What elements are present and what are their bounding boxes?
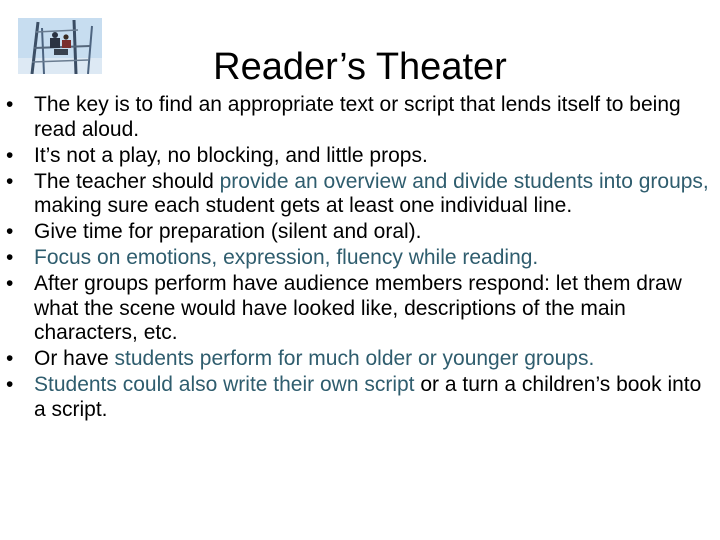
bullet-dot: •	[6, 143, 14, 167]
bullet-dot: •	[6, 373, 14, 396]
bullet-text: making sure each student gets at least one individual line.	[34, 194, 573, 217]
bullet-highlight-text: provide an overview and divide students into groups,	[219, 169, 709, 193]
theater-scaffold-photo-icon	[18, 18, 102, 74]
bullet-text: Give time for preparation (silent and oral).	[34, 220, 422, 243]
bullet-highlight-text: students perform for much older or younger groups.	[114, 347, 595, 370]
bullet-item	[6, 373, 714, 422]
bullet-text: It’s not a play, no blocking, and little props.	[34, 143, 428, 167]
bullet-text: The teacher should	[34, 169, 220, 193]
bullet-dot: •	[6, 220, 14, 243]
bullet-text: The key is to find an appropriate text or script that lends itself to being read aloud.	[34, 93, 681, 141]
bullet-dot: •	[6, 347, 14, 370]
bullet-highlight-text: Focus on emotions, expression, fluency while reading.	[34, 246, 539, 269]
bullet-dot: •	[6, 93, 14, 116]
bullet-item	[6, 144, 714, 169]
bullet-text: Or have	[34, 347, 115, 370]
bullet-dot: •	[6, 246, 14, 269]
bullet-item	[6, 220, 714, 245]
bullet-item	[6, 170, 714, 219]
bullet-item	[6, 347, 714, 372]
bullet-item	[6, 272, 714, 346]
slide-title: Reader’s Theater	[213, 46, 507, 88]
bullet-dot: •	[6, 272, 14, 295]
bullet-highlight-text: Students could also write their own script	[34, 373, 415, 396]
bullet-item	[6, 246, 714, 271]
bullet-text: or a turn a children’s book into a script.	[34, 373, 702, 421]
bullet-item	[6, 93, 714, 142]
bullet-list	[6, 93, 714, 424]
bullet-dot: •	[6, 169, 14, 193]
bullet-text: After groups perform have audience members respond: let them draw what the scene would have looked like, descriptions of the main characters, etc.	[34, 272, 682, 344]
